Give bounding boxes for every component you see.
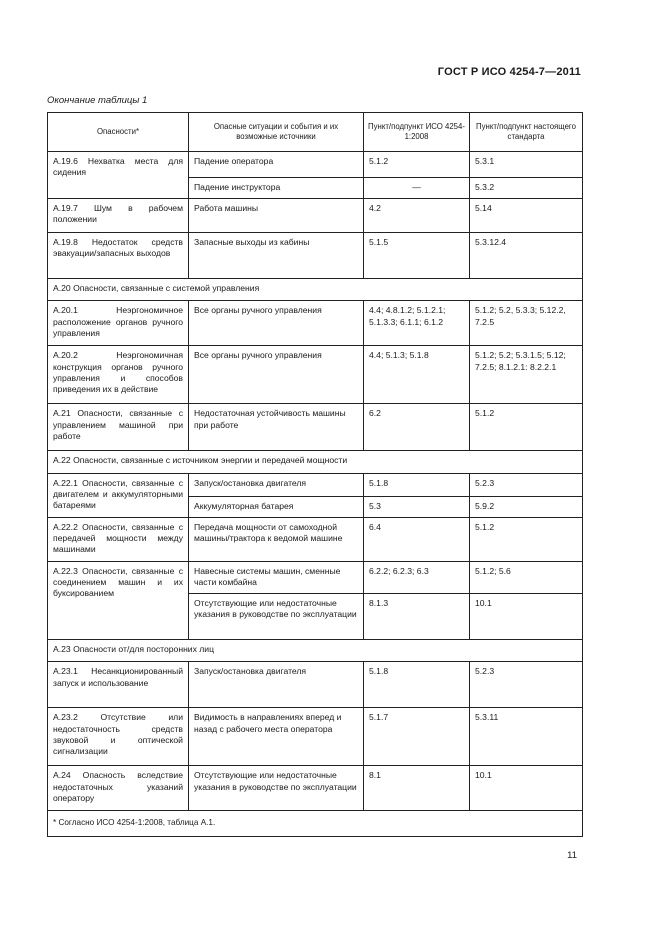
situation-cell: Работа машины [189,199,364,233]
page-number: 11 [567,850,577,861]
situation-cell: Видимость в направлениях вперед и назад с рабочего места оператора [189,708,364,766]
col-header-std-clause: Пункт/подпункт настоящего стандарта [470,113,583,152]
situation-cell: Навесные системы машин, сменные части комбайна [189,561,364,593]
table-row [48,346,583,404]
hazard-cell: А.23.2 Отсутствие или недостаточность средств звуковой и оптической сигнализации [48,708,189,766]
iso-clause-cell: — [364,178,470,199]
iso-clause-cell: 6.2 [364,404,470,451]
table-row [48,766,583,811]
iso-clause-cell: 8.1.3 [364,594,470,640]
hazard-cell: А.22.2 Опасности, связанные с передачей мощности между машинами [48,517,189,561]
hazard-cell: А.20.1 Неэргономичное расположение органов ручного управления [48,301,189,346]
hazard-cell: А.22.3 Опасности, связанные с соединением машин и их буксированием [48,561,189,639]
table-row [48,233,583,279]
iso-clause-cell: 5.1.8 [364,473,470,496]
situation-cell: Падение оператора [189,152,364,178]
hazard-cell: А.19.8 Недостаток средств эвакуации/запасных выходов [48,233,189,279]
footnote-row [48,811,583,836]
std-clause-cell: 5.3.12.4 [470,233,583,279]
std-clause-cell: 10.1 [470,594,583,640]
std-clause-cell: 5.2.3 [470,662,583,708]
table-row [48,404,583,451]
iso-clause-cell: 5.1.8 [364,662,470,708]
std-clause-cell: 5.9.2 [470,496,583,517]
section-row [48,640,583,662]
situation-cell: Отсутствующие или недостаточные указания в руководстве по эксплуатации [189,766,364,811]
situation-cell: Запасные выходы из кабины [189,233,364,279]
iso-clause-cell: 4.4; 4.8.1.2; 5.1.2.1; 5.1.3.3; 6.1.1; 6.1.2 [364,301,470,346]
hazard-cell: А.21 Опасности, связанные с управлением машиной при работе [48,404,189,451]
std-clause-cell: 5.14 [470,199,583,233]
section-title: А.20 Опасности, связанные с системой управления [48,279,583,301]
std-clause-cell: 5.2.3 [470,473,583,496]
std-clause-cell: 5.1.2; 5.2; 5.3.1.5; 5.12; 7.2.5; 8.1.2.1: 8.2.2.1 [470,346,583,404]
std-clause-cell: 5.1.2 [470,404,583,451]
hazard-cell: А.22.1 Опасности, связанные с двигателем и аккумуляторными батареями [48,473,189,517]
table-row [48,152,583,178]
std-clause-cell: 5.3.2 [470,178,583,199]
situation-cell: Аккумуляторная батарея [189,496,364,517]
iso-clause-cell: 5.1.5 [364,233,470,279]
hazard-cell: А.23.1 Несанкционированный запуск и использование [48,662,189,708]
table-row [48,473,583,496]
std-clause-cell: 5.1.2 [470,517,583,561]
std-clause-cell: 10.1 [470,766,583,811]
section-title: А.22 Опасности, связанные с источником энергии и передачей мощности [48,451,583,473]
hazard-cell: А.24 Опасность вследствие недостаточных указаний оператору [48,766,189,811]
situation-cell: Недостаточная устойчивость машины при работе [189,404,364,451]
section-row [48,451,583,473]
table-footnote: * Согласно ИСО 4254-1:2008, таблица А.1. [48,811,583,836]
situation-cell: Отсутствующие или недостаточные указания в руководстве по эксплуатации [189,594,364,640]
hazard-cell: А.19.7 Шум в рабочем положении [48,199,189,233]
std-clause-cell: 5.3.1 [470,152,583,178]
situation-cell: Все органы ручного управления [189,346,364,404]
iso-clause-cell: 5.1.7 [364,708,470,766]
situation-cell: Передача мощности от самоходной машины/трактора к ведомой машине [189,517,364,561]
col-header-hazards: Опасности* [48,113,189,152]
table-row [48,199,583,233]
iso-clause-cell: 8.1 [364,766,470,811]
table-row [48,561,583,593]
table-caption: Окончание таблицы 1 [47,95,148,106]
table-row [48,517,583,561]
std-clause-cell: 5.3.11 [470,708,583,766]
table-header-row [48,113,583,152]
std-clause-cell: 5.1.2; 5.6 [470,561,583,593]
std-clause-cell: 5.1.2; 5.2, 5.3.3; 5.12.2, 7.2.5 [470,301,583,346]
hazard-cell: А.19.6 Нехватка места для сидения [48,152,189,199]
situation-cell: Падение инструктора [189,178,364,199]
table-row [48,662,583,708]
table-row [48,301,583,346]
situation-cell: Все органы ручного управления [189,301,364,346]
iso-clause-cell: 4.2 [364,199,470,233]
table-row [48,708,583,766]
situation-cell: Запуск/остановка двигателя [189,473,364,496]
iso-clause-cell: 4.4; 5.1.3; 5.1.8 [364,346,470,404]
iso-clause-cell: 5.3 [364,496,470,517]
hazard-cell: А.20.2 Неэргономичная конструкция органов ручного управления и способов приведения их в действие [48,346,189,404]
section-row [48,279,583,301]
iso-clause-cell: 5.1.2 [364,152,470,178]
iso-clause-cell: 6.4 [364,517,470,561]
iso-clause-cell: 6.2.2; 6.2.3; 6.3 [364,561,470,593]
col-header-situations: Опасные ситуации и события и их возможные источники [189,113,364,152]
section-title: А.23 Опасности от/для посторонних лиц [48,640,583,662]
situation-cell: Запуск/остановка двигателя [189,662,364,708]
standard-header: ГОСТ Р ИСО 4254-7—2011 [437,66,581,78]
col-header-iso-clause: Пункт/подпункт ИСО 4254-1:2008 [364,113,470,152]
hazards-table [47,112,583,837]
